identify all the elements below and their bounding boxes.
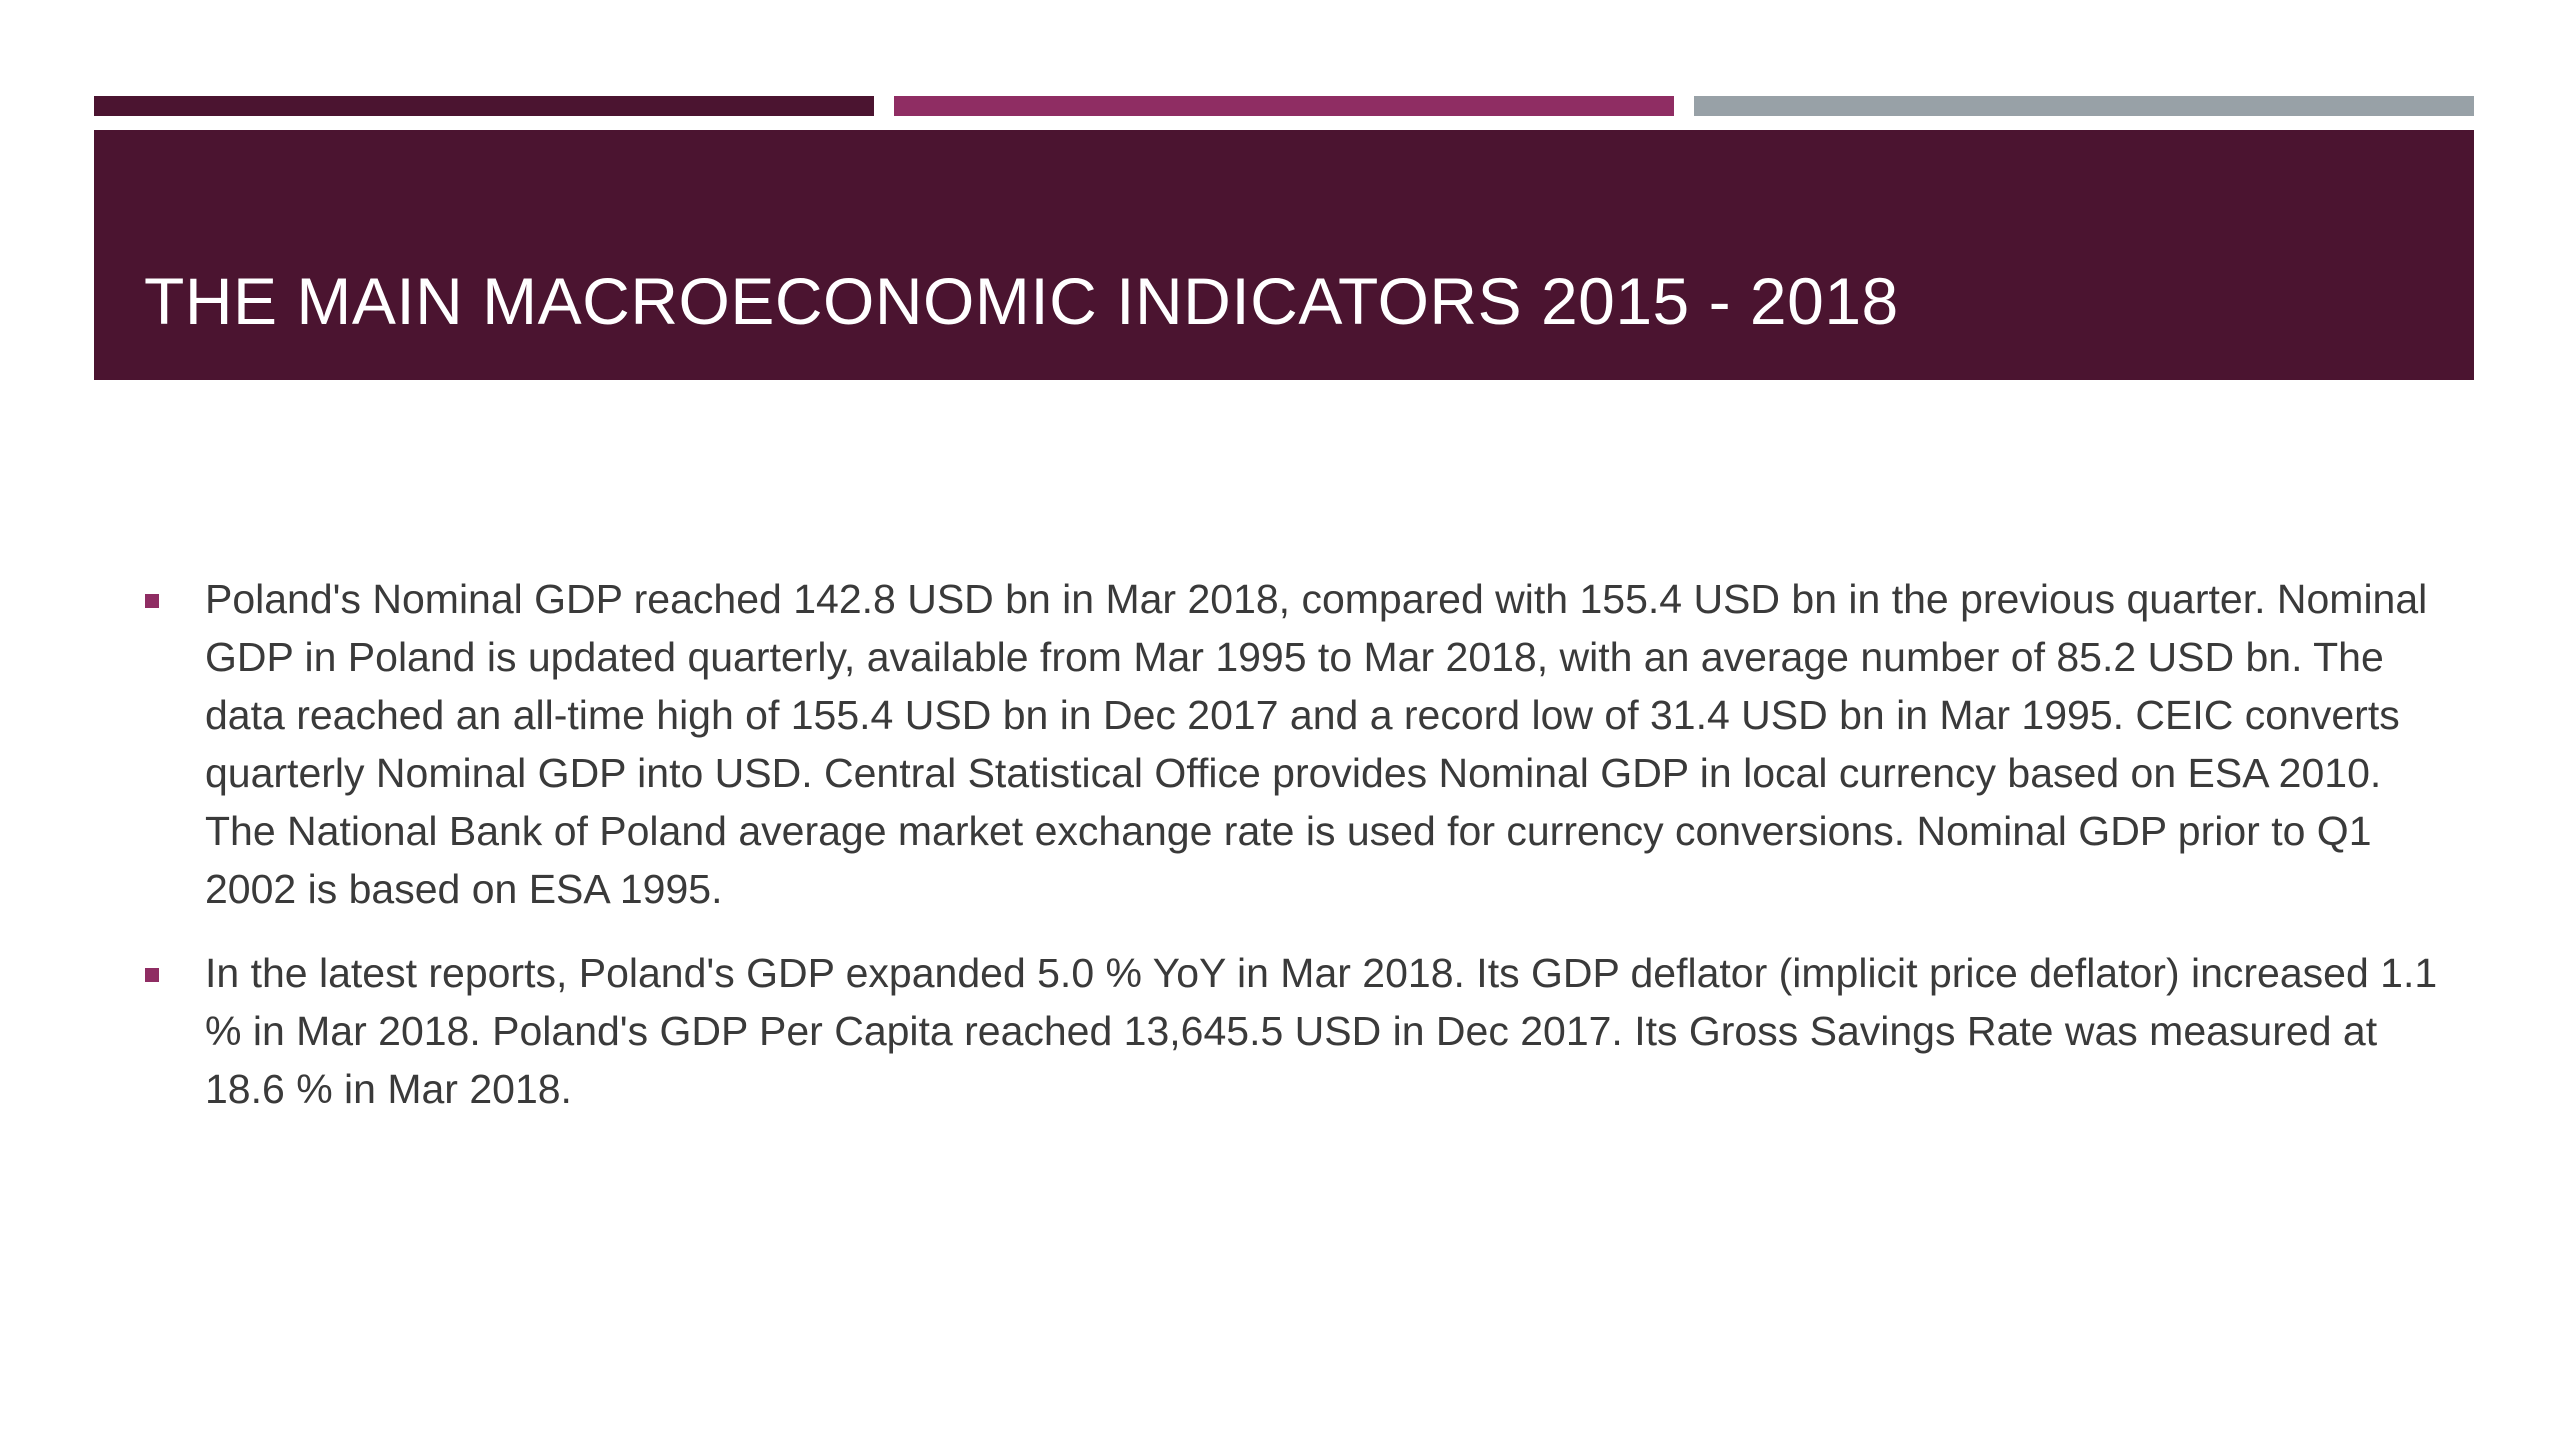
bullet-list: [140, 570, 2440, 1118]
slide-content: [140, 570, 2440, 1144]
accent-bar-dark: [94, 96, 874, 116]
title-band: [94, 130, 2474, 380]
accent-bar-gray: [1694, 96, 2474, 116]
bullet-text: Poland's Nominal GDP reached 142.8 USD bn in Mar 2018, compared with 155.4 USD bn in the previous quarter. Nominal GDP in Poland is updated quarterly, available from Mar 1995 to Mar 2018, with an average number of 85.2 USD bn. The data reached an all-time high of 155.4 USD bn in Dec 2017 and a record low of 31.4 USD bn in Mar 1995. CEIC converts quarterly Nominal GDP into USD. Central Statistical Office provides Nominal GDP in local currency based on ESA 2010. The National Bank of Poland average market exchange rate is used for currency conversions. Nominal GDP prior to Q1 2002 is based on ESA 1995.: [205, 576, 2428, 912]
accent-bar-magenta: [894, 96, 1674, 116]
bullet-item: [140, 570, 2440, 918]
square-bullet-icon: [145, 594, 159, 608]
bullet-text: In the latest reports, Poland's GDP expanded 5.0 % YoY in Mar 2018. Its GDP deflator (implicit price deflator) increased 1.1 % in Mar 2018. Poland's GDP Per Capita reached 13,645.5 USD in Dec 2017. Its Gross Savings Rate was measured at 18.6 % in Mar 2018.: [205, 950, 2438, 1112]
bullet-item: [140, 944, 2440, 1118]
slide-title: THE MAIN MACROECONOMIC INDICATORS 2015 - 2018: [144, 264, 1899, 338]
square-bullet-icon: [145, 968, 159, 982]
